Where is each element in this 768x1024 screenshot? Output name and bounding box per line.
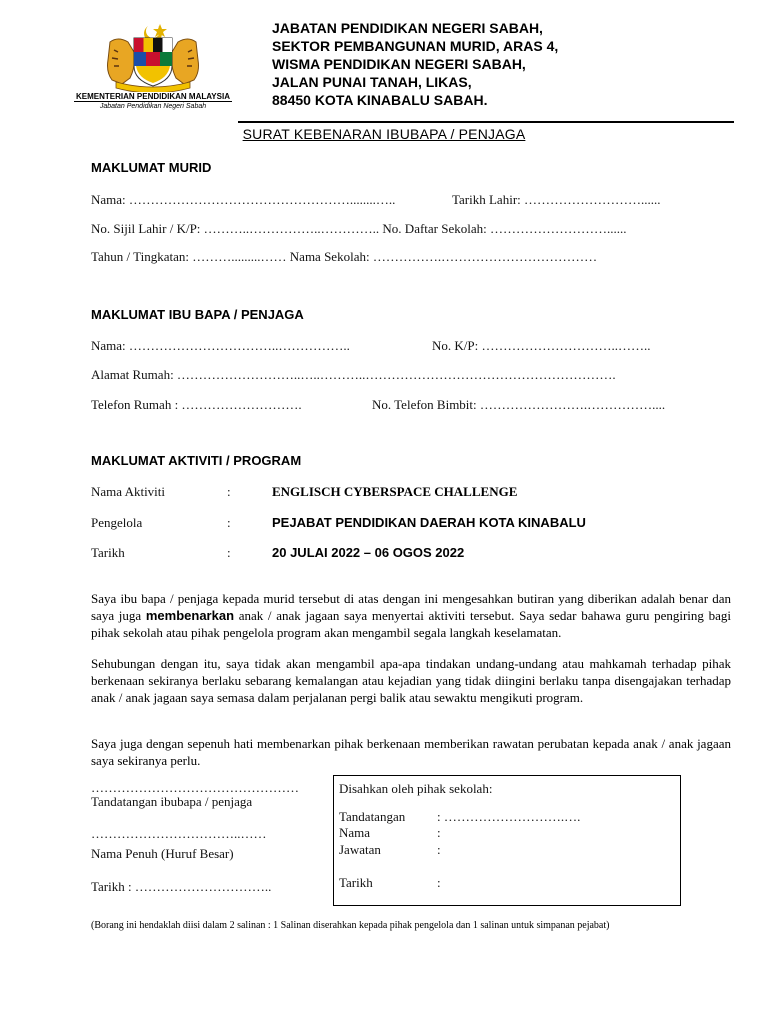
school-date-label: Tarikh xyxy=(339,875,373,890)
parent-section-heading: MAKLUMAT IBU BAPA / PENJAGA xyxy=(91,307,304,322)
student-name-field: Nama: ……………………………………………........….. xyxy=(91,192,396,207)
ministry-subtitle: Jabatan Pendidikan Negeri Sabah xyxy=(99,103,207,110)
consent-paragraph-3: Saya juga dengan sepenuh hati membenarkan pihak berkenaan memberikan rawatan perubatan kepada anak / anak jagaan saya sekiranya perlu. xyxy=(91,736,731,768)
school-box-heading: Disahkan oleh pihak sekolah: xyxy=(339,781,493,796)
school-date-value: : xyxy=(437,875,441,890)
organizer-label: Pengelola xyxy=(91,515,143,530)
consent-p1-start: Saya ibu bapa / penjaga kepada murid tersebut di atas dengan ini mengesahkan butiran yang diberikan adalah benar dan saya juga xyxy=(91,591,731,623)
student-section-heading: MAKLUMAT MURID xyxy=(91,160,212,175)
student-year-school-field: Tahun / Tingkatan: ……….........…… Nama Sekolah: …………….……………………………… xyxy=(91,249,598,264)
parent-signature-label: Tandatangan ibubapa / penjaga xyxy=(91,794,253,809)
parent-home-phone-field: Telefon Rumah : ………………………. xyxy=(91,397,302,412)
full-name-line: ……………………………..…… xyxy=(91,826,267,841)
activity-date-label: Tarikh xyxy=(91,545,125,560)
full-name-label: Nama Penuh (Huruf Besar) xyxy=(91,846,234,861)
address-line-3: WISMA PENDIDIKAN NEGERI SABAH, xyxy=(272,56,526,72)
school-name-label: Nama xyxy=(339,825,371,840)
organizer-value: PEJABAT PENDIDIKAN DAERAH KOTA KINABALU xyxy=(272,515,586,530)
consent-p1-end: anak / anak jagaan saya menyertai aktiviti tersebut. Saya sedar bahawa guru pengiring bagi pihak sekolah atau pihak pengelola program akan mengambil segala langkah keselamatan. xyxy=(91,608,731,640)
coat-of-arms-icon xyxy=(68,20,238,92)
consent-paragraph-1 xyxy=(91,590,731,641)
header-rule xyxy=(238,121,734,123)
parent-date-field: Tarikh : ………………………….. xyxy=(91,879,272,894)
organizer-colon: : xyxy=(227,515,231,530)
address-line-2: SEKTOR PEMBANGUNAN MURID, ARAS 4, xyxy=(272,38,559,54)
logo-divider xyxy=(74,101,232,102)
student-dob-field: Tarikh Lahir: ………………………...... xyxy=(452,192,661,207)
consent-p1-bold: membenarkan xyxy=(145,608,235,623)
parent-signature-line: ………………………………………… xyxy=(91,780,299,795)
activity-name-label: Nama Aktiviti xyxy=(91,484,166,499)
parent-address-field: Alamat Rumah: ………………………..…..………..…………………………………………………. xyxy=(91,367,616,382)
ministry-name: KEMENTERIAN PENDIDIKAN MALAYSIA xyxy=(76,92,230,101)
school-position-label: Jawatan xyxy=(339,842,381,857)
student-birth-cert-field: No. Sijil Lahir / K/P: ………..……………..………….. No. Daftar Sekolah: ………………………...... xyxy=(91,221,627,236)
parent-ic-field: No. K/P: …………………………..…….. xyxy=(432,338,651,353)
activity-name-value: ENGLISCH CYBERSPACE CHALLENGE xyxy=(272,484,518,499)
page-title: SURAT KEBENARAN IBUBAPA / PENJAGA xyxy=(242,126,526,142)
parent-mobile-phone-field: No. Telefon Bimbit: …………………….…………….... xyxy=(372,397,666,412)
activity-date-colon: : xyxy=(227,545,231,560)
activity-section-heading: MAKLUMAT AKTIVITI / PROGRAM xyxy=(91,453,302,468)
school-signature-value: : ……………………….…. xyxy=(437,809,581,824)
address-line-4: JALAN PUNAI TANAH, LIKAS, xyxy=(272,74,472,90)
footnote: (Borang ini hendaklah diisi dalam 2 salinan : 1 Salinan diserahkan kepada pihak pengelola dan 1 salinan untuk simpanan pejabat) xyxy=(91,920,610,931)
address-line-5: 88450 KOTA KINABALU SABAH. xyxy=(272,92,488,108)
parent-name-field: Nama: ……………………………..…………….. xyxy=(91,338,350,353)
school-name-value: : xyxy=(437,825,441,840)
school-position-value: : xyxy=(437,842,441,857)
school-signature-label: Tandatangan xyxy=(339,809,406,824)
activity-date-value: 20 JULAI 2022 – 06 OGOS 2022 xyxy=(272,545,465,560)
address-line-1: JABATAN PENDIDIKAN NEGERI SABAH, xyxy=(272,20,543,36)
consent-paragraph-2: Sehubungan dengan itu, saya tidak akan mengambil apa-apa tindakan undang-undang atau mahkamah terhadap pihak berkenaan sekiranya berlaku sebarang kemalangan atau kejadian yang tidak diingini berlaku tanpa disengajakan terhadap anak / anak jagaan saya semasa dalam perjalanan pergi balik atau sewaktu mengikuti program. xyxy=(91,656,731,705)
activity-name-colon: : xyxy=(227,484,231,499)
